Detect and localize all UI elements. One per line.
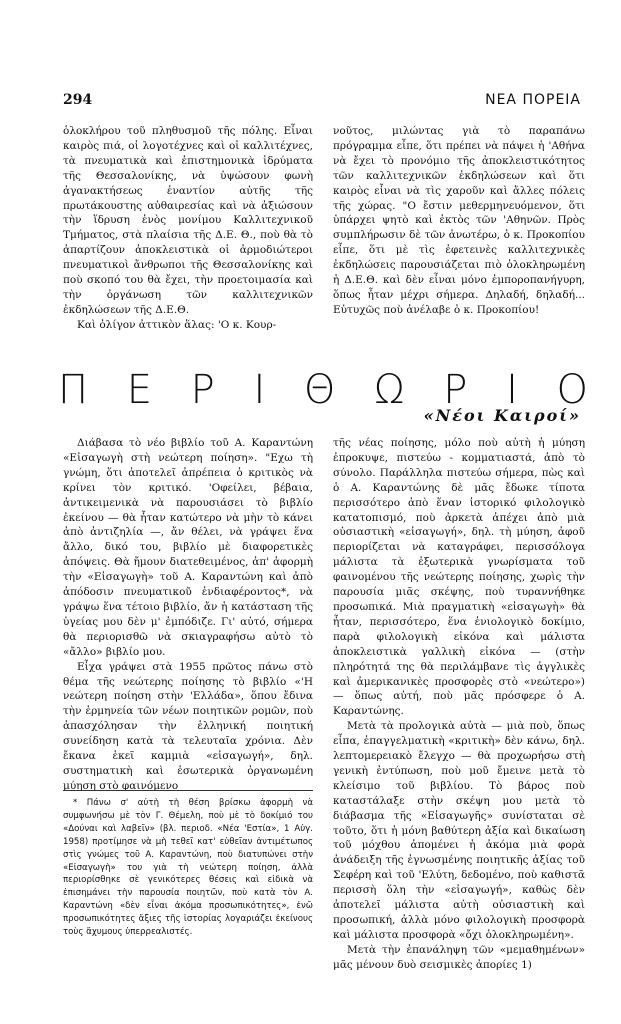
section-subtitle: «Νέοι Καιροί» <box>423 406 581 425</box>
title-letter: Θ <box>303 367 336 413</box>
page-header <box>63 92 581 110</box>
paragraph: Καὶ ὀλίγον ἀττικὸν ἅλας: 'Ο κ. Κουρ- <box>77 318 277 331</box>
paragraph: Μετὰ τὰ προλογικὰ αὐτὰ — μιὰ ποὺ, ὅπως εἶπα, ἐπαγγελματικὴ «κριτικὴ» δὲν κάνω, δηλ. λεπτομερειακὸ ἔλεγχο — θὰ προχωρήσω στὴ γενικὴ ἐντύπωση, ποὺ μοῦ ἔμεινε μετὰ τὸ κλείσιμο τοῦ βιβλίου. Τὸ βάρος ποὺ καταστάλαξε στὴν σκέψη μου μετὰ τὸ διάβασμα τῆς «Εἰσαγωγῆς» συνίσταται σὲ τοῦτο, ὅτι ἡ μόνη βαθύτερη ἀξία καὶ δικαίωση τοῦ μόχθου ἀπομένει ἡ ἀκόμα μιὰ φορὰ ἀνάδειξη τῆς ἐγνωσμένης ποιητικῆς ἀξίας τοῦ Σεφέρη καὶ τοῦ 'Ελύτη, δεδομένο, ποὺ καθιστᾶ περισσὴ ὅλη τὴν «εἰσαγωγή», καθὼς δὲν ἀποτελεῖ μάλιστα αὐτὴ οὐσιαστικὴ καὶ προσωπική, ἀλλὰ μόνο φιλολογικὴ προσφορὰ καὶ μάλιστα προσφορὰ «ὄχι ὁλοκληρωμένη». <box>333 720 585 941</box>
paragraph: Μετὰ τὴν ἐπανάληψη τῶν «μεμαθημένων» μᾶς μένουν δυὸ σεισμικὲς ἀπορίες 1) <box>333 943 585 971</box>
paragraph: Διάβασα τὸ νέο βιβλίο τοῦ Α. Καραντώνη «Εἰσαγωγὴ στὴ νεώτερη ποίηση». "Εχω τὴ γνώμη, ὅτι ἀποτελεῖ ἀπρέπεια ὁ κριτικὸς νὰ κρίνει τὸν κριτικό. 'Οφείλει, βέβαια, ἀντικειμενικὰ νὰ παρουσιάσει τὸ βιβλίο ἐκείνου — θὰ ἦταν κατώτερο νὰ μὴν τὸ κάνει ἀπὸ ἀντιζηλία —, ἄν θέλει, νὰ γράψει ἕνα ἄλλο, δικό του, βιβλίο μὲ διαφορετικὲς ἀπόψεις. Θὰ ἤμουν διατεθειμένος, ἀπ' ἀφορμὴ τὴν «Εἰσαγωγὴ» τοῦ Α. Καραντώνη καὶ ἀπὸ ἀπόδοσιν πνευματικοῦ ἐνδιαφέροντος*, νὰ γράψω ἕνα τέτοιο βιβλίο, ἄν ἡ κατάσταση τῆς ὑγείας μου δὲν μ' ἐμπόδιζε. Γι' αὐτό, σήμερα θὰ περιορισθῶ νὰ σκιαγραφήσω αὐτὸ τὸ «ἄλλο» βιβλίο μου. <box>63 437 313 658</box>
paragraph: νοῦτος, μιλώντας γιὰ τὸ παραπάνω πρόγραμμα εἶπε, ὅτι πρέπει νὰ πάψει ἡ 'Αθήνα νὰ ἔχει τὸ προνόμιο τῆς ἀποκλειστικότητος τῶν καλλιτεχνικῶν ἐκδηλώσεων καὶ ὅτι καιρὸς εἶναι νὰ τὶς χαροῦν καὶ ἄλλες πόλεις τῆς χώρας. "Ο ἔστιν μεθερμηνευόμενον, ὅτι ὑπάρχει ψητὸ καὶ ἐκτὸς τῶν 'Αθηνῶν. Πρὸς συμπλήρωσιν δὲ τῶν ἀνωτέρω, ὁ κ. Προκοπίου εἶπε, ὅτι μὲ τὶς ἐφετεινὲς καλλιτεχνικὲς ἐκδηλώσεις παρουσιάζεται πιὸ ὁλοκληρωμένη ἡ Δ.Ε.Θ. καὶ δὲν εἶναι μόνο ἐμποροπανήγυρη, ὅπως ἦταν μέχρι σήμερα. Δηλαδή, δηλαδή... Εὐτυχῶς ποὺ ἀνέλαβε ὁ κ. Προκοπίου! <box>333 125 585 316</box>
title-letter: Π <box>58 367 89 413</box>
paragraph: τῆς νέας ποίησης, μόλο ποὺ αὐτὴ ἡ μύηση ἐπροκυψε, πιστεύω - κομματιαστά, ἀπὸ τὸ σύνολο. Παράλληλα πιστεύω σήμερα, πὼς καὶ ὁ Α. Καραντώνης δὲ μᾶς ἔδωκε τίποτα περισσότερο ἀπὸ ἕναν ἱστορικό φιλολογικὸ κατατοπισμό, ποὺ ἀρκετὰ ἀπέχει ἀπὸ μιὰ οὐσιαστικὴ «εἰσαγωγή», δηλ. τὴ μύηση, ἀφοῦ περιορίζεται νὰ καταγράφει, περισσόλογα μάλιστα τὰ ἐξωτερικὰ γνωρίσματα τοῦ φαινομένου τῆς νεώτερης ποίησης, χωρὶς τὴν παρουσία μιᾶς σκέψης, ποὺ τυραννήθηκε προσωπικά. Μιὰ πραγματικὴ «εἰσαγωγὴ» θὰ ἦταν, περισσότερο, ἕνα ἐνιολογικὸ δοκίμιο, παρὰ φιλολογικὴ εἰκόνα καὶ μάλιστα ἀποκλειστικὰ γαλλικὴ εἰκόνα — (στὴν πληρότητά της θὰ περιλάμβανε τὶς ἀγγλικὲς καὶ ἀμερικανικὲς προσφορὲς στὸ «νεώτερο») — ὅπως αὐτή, ποὺ μᾶς πρόσφερε ὁ Α. Καραντώνης. <box>333 437 585 718</box>
top-left-column <box>63 124 313 333</box>
title-letter: Ω <box>374 367 405 413</box>
title-letter: Ρ <box>190 367 215 413</box>
title-letter: Ο <box>556 367 588 413</box>
bottom-left-column <box>63 436 313 794</box>
journal-title: ΝΕΑ ΠΟΡΕΙΑ <box>485 92 581 108</box>
top-right-column <box>333 124 585 318</box>
paragraph: Εἶχα γράψει στὰ 1955 πρῶτος πάνω στὸ θέμα τῆς νεώτερης ποίησης τὸ βιβλίο «'Η νεώτερη ποίηση στὴν 'Ελλάδα», ὅπου ἔδινα τὴν ἑρμηνεία τῶν νέων ποιητικῶν ρομῶν, ποὺ ἀπασχόλησαν τὴν ἑλληνική ποιητική συνείδηση κατὰ τὰ τελευταῖα χρόνια. Δὲν ἔκανα ἑκεῖ καμμιὰ «εἰσαγωγή», δηλ. συστηματικὴ καὶ ἐσωτερικὰ ὀργανωμένη μύηση στὸ φαινόμενο <box>63 660 313 792</box>
bottom-right-column <box>333 436 585 973</box>
title-letter: Ρ <box>443 367 468 413</box>
footnote <box>63 797 313 939</box>
title-letter: Ε <box>126 367 153 413</box>
page-number: 294 <box>63 92 93 108</box>
title-letter: Ι <box>253 367 266 413</box>
paragraph: ὁλοκλήρου τοῦ πληθυσμοῦ τῆς πόλης. Εἶναι καιρὸς πιά, οἱ λογοτέχνες καὶ οἱ καλλιτέχνες, τὰ πνευματικὰ καὶ ἐπιστημονικὰ ἱδρύματα τῆς Θεσσαλονίκης, νὰ ὑψώσουν φωνὴ ἀγανακτήσεως ἐναντίον αὐτῆς τῆς πρωτάκουστης αὐθαιρεσίας καὶ νὰ ἀξιώσουν τὴν ἵδρυση ἑνὸς μονίμου Καλλιτεχνικοῦ Τμήματος, στὰ πλαίσια τῆς Δ.Ε. Θ., ποὺ θὰ τὸ ἀπαρτίζουν ἀποκλειστικὰ οἱ ἁρμοδιώτεροι πνευματικοὶ ἄνθρωποι τῆς Θεσσαλονίκης καὶ ποὺ σκοπό του θὰ ἔχει, τὴν προετοιμασία καὶ τὴν ὀργάνωση τῶν καλλιτεχνικῶν ἐκδηλώσεων τῆς Δ.Ε.Θ. <box>63 125 313 316</box>
title-letter: Ι <box>506 367 518 413</box>
footnote-divider <box>63 790 313 791</box>
footnote-text: * Πάνω σ' αὐτὴ τὴ θέση βρίσκω ἀφορμὴ νὰ συμφωνήσω μὲ τὸν Γ. Θέμελη, ποὺ μὲ τὸ δοκίμιό του «Δούναι καὶ λαβεῖν» (βλ. περιοδ. «Νέα 'Εστία», 1 Αὐγ. 1958) προτίμησε νὰ μὴ τεθεῖ κατ' εὐθεῖαν ἀντιμέτωπος στὶς γνώμες τοῦ Α. Καραντώνη, ποὺ διατυπώνει στὴν «Εἰσαγωγὴ» του γιὰ τὴ νεώτερη ποίηση, ἀλλὰ περιορίσθηκε σὲ γενικότερες θέσεις καὶ εἰδικὰ νὰ ἐπισημάνει τὴν παρουσία ποιητῶν, ποὺ κατὰ τὸν Α. Καραντώνη «δὲν εἶναι ἀκόμα προσωπικότητες», ἐνῶ προσωπικότητες ἄξιες τῆς ἱστορίας λογαριάζει ἐκείνους τοὺς ἄχυμους ὑπερρεαλιστές. <box>63 798 313 938</box>
